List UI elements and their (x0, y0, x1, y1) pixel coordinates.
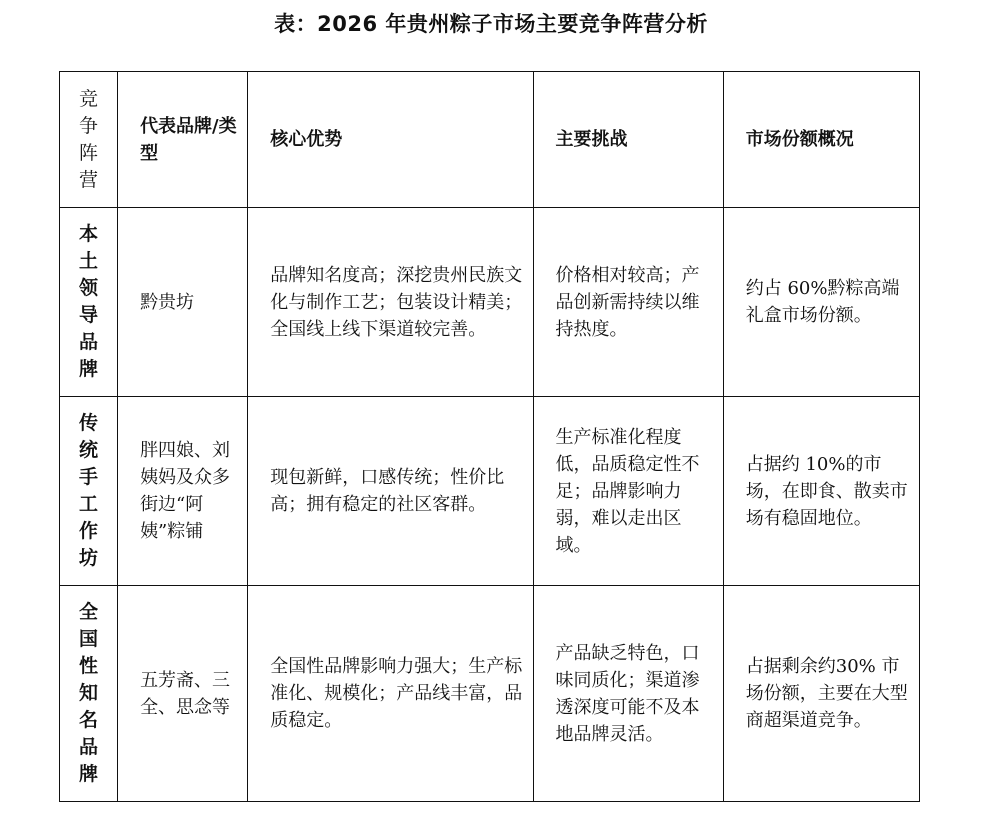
table-row (60, 586, 920, 802)
document-title: 表：2026 年贵州粽子市场主要竞争阵营分析 (274, 12, 708, 36)
row-advantage: 全国性品牌影响力强大；生产标准化、规模化；产品线丰富，品质稳定。 (248, 586, 533, 802)
row-camp: 传统手工作坊 (60, 397, 118, 586)
row-brand: 胖四娘、刘姨妈及众多街边“阿姨”粽铺 (118, 397, 248, 586)
row-share: 占据约 10%的市场，在即食、散卖市场有稳固地位。 (723, 397, 919, 586)
header-camp: 竞争阵营 (60, 72, 118, 208)
row-camp: 全国性知名品牌 (60, 586, 118, 802)
competition-table (59, 71, 920, 802)
row-brand: 五芳斋、三全、思念等 (118, 586, 248, 802)
row-share: 占据剩余约30% 市场份额，主要在大型商超渠道竞争。 (723, 586, 919, 802)
header-brand: 代表品牌/类型 (118, 72, 248, 208)
header-share: 市场份额概况 (723, 72, 919, 208)
row-advantage: 现包新鲜，口感传统；性价比高；拥有稳定的社区客群。 (248, 397, 533, 586)
header-challenge: 主要挑战 (533, 72, 723, 208)
table-header-row (60, 72, 920, 208)
table-row (60, 208, 920, 397)
row-camp: 本土领导品牌 (60, 208, 118, 397)
row-challenge: 生产标准化程度低，品质稳定性不足；品牌影响力弱，难以走出区域。 (533, 397, 723, 586)
row-challenge: 产品缺乏特色，口味同质化；渠道渗透深度可能不及本地品牌灵活。 (533, 586, 723, 802)
row-challenge: 价格相对较高；产品创新需持续以维持热度。 (533, 208, 723, 397)
row-share: 约占 60%黔粽高端礼盒市场份额。 (723, 208, 919, 397)
header-advantage: 核心优势 (248, 72, 533, 208)
table-row (60, 397, 920, 586)
row-brand: 黔贵坊 (118, 208, 248, 397)
row-advantage: 品牌知名度高；深挖贵州民族文化与制作工艺；包装设计精美；全国线上线下渠道较完善。 (248, 208, 533, 397)
